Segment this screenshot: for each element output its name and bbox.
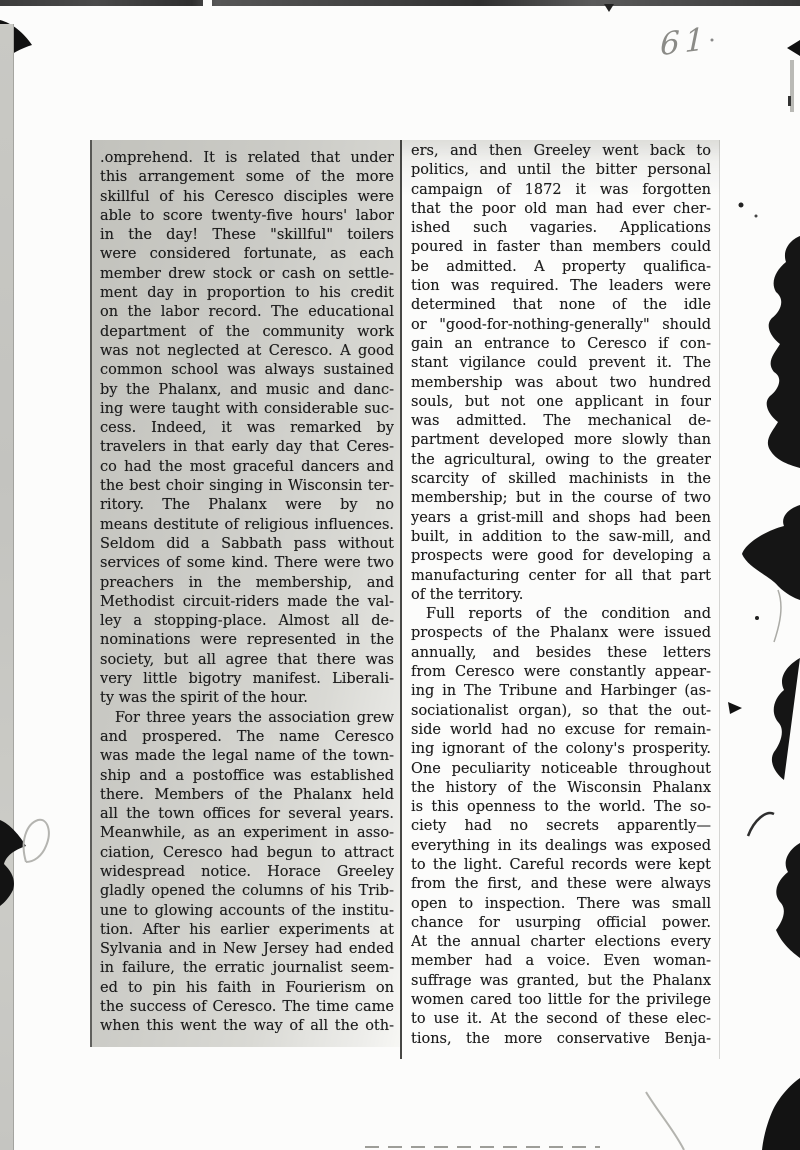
text-line: For three years the association grew (115, 709, 394, 726)
text-line: member had a voice. Even woman- (411, 953, 711, 970)
text-line: there. Members of the Phalanx held (100, 786, 394, 803)
text-line: department of the community work (100, 323, 394, 340)
text-line: services of some kind. There were two (100, 555, 394, 572)
text-line: to use it. At the second of these elec- (411, 1011, 711, 1028)
text-line: ed to pin his faith in Fourierism on (100, 979, 394, 996)
text-line: ty was the spirit of the hour. (100, 690, 308, 707)
text-line: society, but all agree that there was (100, 651, 394, 668)
text-line: the best choir singing in Wisconsin ter- (100, 478, 394, 495)
top-edge-nub (604, 4, 614, 12)
text-line: very little bigotry manifest. Liberali- (100, 671, 394, 688)
article-column-left (90, 140, 400, 1047)
text-line: and prospered. The name Ceresco (100, 728, 394, 745)
text-line: Seldom did a Sabbath pass without (100, 535, 394, 552)
ink-blot-left (0, 780, 60, 1020)
text-line: prospects of the Phalanx were issued (411, 625, 711, 642)
text-line: or "good-for-nothing-generally" should (411, 316, 711, 333)
text-line: ciety had no secrets apparently— (411, 818, 711, 835)
text-line: is this openness to the world. The so- (411, 799, 711, 816)
text-line: tion was required. The leaders were (411, 278, 711, 295)
text-line: means destitute of religious influences. (100, 516, 394, 533)
text-line: At the annual charter elections every (411, 934, 711, 951)
text-line: annually, and besides these letters (411, 644, 711, 661)
newspaper-clipping (90, 140, 720, 1059)
text-line: ritory. The Phalanx were by no (100, 497, 394, 514)
text-line: ing ignorant of the colony's prosperity. (411, 741, 711, 758)
text-line: from Ceresco were constantly appear- (411, 664, 711, 681)
text-line: Sylvania and in New Jersey had ended (100, 941, 394, 958)
text-line: stant vigilance could prevent it. The (411, 355, 711, 372)
text-line: ished such vagaries. Applications (411, 220, 711, 237)
text-line: by the Phalanx, and music and danc- (100, 381, 394, 398)
text-line: that the poor old man had ever cher- (411, 200, 711, 217)
text-line: member drew stock or cash on settle- (100, 265, 394, 282)
text-line: was admitted. The mechanical de- (411, 413, 711, 430)
text-line: cess. Indeed, it was remarked by (100, 420, 394, 437)
text-line: in the day! These "skillful" toilers (100, 227, 394, 244)
text-line: years a grist-mill and shops had been (411, 509, 711, 526)
text-line: .omprehend. It is related that under (100, 150, 394, 166)
handwritten-page-number: 61 (659, 20, 710, 64)
text-line: all the town offices for several years. (100, 806, 394, 823)
text-line: on the labor record. The educational (100, 304, 394, 321)
top-edge-notch (203, 0, 212, 7)
text-line: One peculiarity noticeable throughout (411, 760, 711, 777)
text-line: able to score twenty-five hours' labor (100, 207, 394, 224)
text-line: gain an entrance to Ceresco if con- (411, 335, 711, 352)
text-line: of the territory. (411, 586, 524, 603)
text-line: chance for usurping official power. (411, 914, 711, 931)
text-line: sociationalist organ), so that the out- (411, 702, 711, 719)
text-line: when this went the way of all the oth- (100, 1018, 394, 1035)
text-line: souls, but not one applicant in four (411, 393, 711, 410)
text-line: Meanwhile, as an experiment in asso- (100, 825, 394, 842)
text-line: determined that none of the idle (411, 297, 711, 314)
text-line: tions, the more conservative Benja- (411, 1030, 711, 1047)
text-line: travelers in that early day that Ceres- (100, 439, 394, 456)
text-line: ing were taught with considerable suc- (100, 400, 394, 417)
text-line: the history of the Wisconsin Phalanx (411, 779, 711, 796)
text-line: poured in faster than members could (411, 239, 711, 256)
text-line: in failure, the erratic journalist seem- (100, 960, 394, 977)
text-line: ment day in proportion to his credit (100, 285, 394, 302)
text-line: women cared too little for the privilege (411, 992, 711, 1009)
text-line: side world had no excuse for remain- (411, 721, 711, 738)
text-line: widespread notice. Horace Greeley (100, 863, 394, 880)
text-line: gladly opened the columns of his Trib- (100, 883, 394, 900)
text-line: nominations were represented in the (100, 632, 394, 649)
text-line: was made the legal name of the town- (100, 748, 394, 765)
ink-blots-right (630, 0, 800, 1150)
text-line: tion. After his earlier experiments at (100, 921, 394, 938)
text-line: the agricultural, owing to the greater (411, 451, 711, 468)
text-line: ing in The Tribune and Harbinger (as- (411, 683, 711, 700)
text-line: to the light. Careful records were kept (411, 856, 711, 873)
text-line: Full reports of the condition and (426, 606, 711, 623)
text-line: from the first, and these were always (411, 876, 711, 893)
text-line: open to inspection. There was small (411, 895, 711, 912)
text-line: ciation, Ceresco had begun to attract (100, 844, 394, 861)
text-line: ers, and then Greeley went back to (411, 143, 711, 159)
text-line: was not neglected at Ceresco. A good (100, 342, 394, 359)
text-line: prospects were good for developing a (411, 548, 711, 565)
text-line: partment developed more slowly than (411, 432, 711, 449)
text-line: this arrangement some of the more (100, 169, 394, 186)
text-line: Methodist circuit-riders made the val- (100, 593, 394, 610)
text-line: scarcity of skilled machinists in the (411, 471, 711, 488)
text-line: be admitted. A property qualifica- (411, 258, 711, 275)
text-line: skillful of his Ceresco disciples were (100, 188, 394, 205)
text-line: ship and a postoffice was established (100, 767, 394, 784)
text-line: co had the most graceful dancers and (100, 458, 394, 475)
text-line: built, in addition to the saw-mill, and (411, 528, 711, 545)
text-line: common school was always sustained (100, 362, 394, 379)
text-line: campaign of 1872 it was forgotten (411, 181, 711, 198)
text-line: membership was about two hundred (411, 374, 711, 391)
text-line: membership; but in the course of two (411, 490, 711, 507)
bottom-edge-marks (365, 1146, 600, 1148)
text-line: manufacturing center for all that part (411, 567, 711, 584)
text-line: suffrage was granted, but the Phalanx (411, 972, 711, 989)
text-line: were considered fortunate, as each (100, 246, 394, 263)
text-line: politics, and until the bitter personal (411, 162, 711, 179)
text-line: preachers in the membership, and (100, 574, 394, 591)
text-line: the success of Ceresco. The time came (100, 999, 394, 1016)
text-line: ley a stopping-place. Almost all de- (100, 613, 394, 630)
text-line: une to glowing accounts of the institu- (100, 902, 394, 919)
text-line: everything in its dealings was exposed (411, 837, 711, 854)
